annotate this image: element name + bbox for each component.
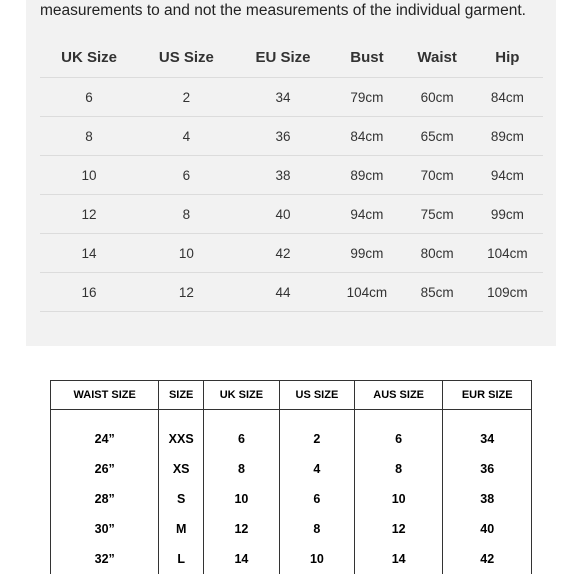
us-size-cell: 2 <box>138 78 235 117</box>
table-row <box>51 424 532 454</box>
waist-cell: 60cm <box>403 78 472 117</box>
header-us-size: US SIZE <box>279 381 354 410</box>
eur-size-cell: 42 <box>443 544 532 574</box>
waist-size-cell: 28” <box>51 484 159 514</box>
us-size-cell: 4 <box>138 117 235 156</box>
size-cell: XXS <box>159 424 204 454</box>
header-uk-size: UK SIZE <box>203 381 279 410</box>
conversion-header-row <box>51 381 532 410</box>
header-hip: Hip <box>472 38 543 78</box>
aus-size-cell: 10 <box>354 484 443 514</box>
bust-cell: 104cm <box>331 273 402 312</box>
table-row <box>40 195 543 234</box>
waist-cell: 85cm <box>403 273 472 312</box>
size-guide-table <box>40 38 543 312</box>
header-waist-size: WAIST SIZE <box>51 381 159 410</box>
eu-size-cell: 44 <box>235 273 332 312</box>
hip-cell: 84cm <box>472 78 543 117</box>
hip-cell: 109cm <box>472 273 543 312</box>
eur-size-cell: 38 <box>443 484 532 514</box>
uk-size-cell: 12 <box>40 195 138 234</box>
us-size-cell: 8 <box>279 514 354 544</box>
aus-size-cell: 8 <box>354 454 443 484</box>
aus-size-cell: 12 <box>354 514 443 544</box>
eur-size-cell: 34 <box>443 424 532 454</box>
header-size: SIZE <box>159 381 204 410</box>
header-eu-size: EU Size <box>235 38 332 78</box>
hip-cell: 99cm <box>472 195 543 234</box>
uk-size-cell: 16 <box>40 273 138 312</box>
uk-size-cell: 10 <box>203 484 279 514</box>
waist-cell: 65cm <box>403 117 472 156</box>
uk-size-cell: 8 <box>40 117 138 156</box>
aus-size-cell: 6 <box>354 424 443 454</box>
waist-size-cell: 30” <box>51 514 159 544</box>
eu-size-cell: 36 <box>235 117 332 156</box>
us-size-cell: 8 <box>138 195 235 234</box>
us-size-cell: 12 <box>138 273 235 312</box>
spacer-row <box>51 410 532 425</box>
header-bust: Bust <box>331 38 402 78</box>
size-cell: S <box>159 484 204 514</box>
header-waist: Waist <box>403 38 472 78</box>
bust-cell: 89cm <box>331 156 402 195</box>
conversion-chart-panel <box>26 358 556 580</box>
bust-cell: 79cm <box>331 78 402 117</box>
size-cell: L <box>159 544 204 574</box>
eu-size-cell: 40 <box>235 195 332 234</box>
eu-size-cell: 42 <box>235 234 332 273</box>
table-row <box>51 454 532 484</box>
hip-cell: 94cm <box>472 156 543 195</box>
table-row <box>51 544 532 574</box>
aus-size-cell: 14 <box>354 544 443 574</box>
us-size-cell: 2 <box>279 424 354 454</box>
eur-size-cell: 40 <box>443 514 532 544</box>
uk-size-cell: 6 <box>203 424 279 454</box>
table-row <box>40 156 543 195</box>
table-row <box>51 484 532 514</box>
size-cell: XS <box>159 454 204 484</box>
size-guide-panel <box>26 0 556 346</box>
header-eur-size: EUR SIZE <box>443 381 532 410</box>
waist-cell: 75cm <box>403 195 472 234</box>
us-size-cell: 10 <box>138 234 235 273</box>
table-row <box>40 117 543 156</box>
table-row <box>40 273 543 312</box>
uk-size-cell: 8 <box>203 454 279 484</box>
eur-size-cell: 36 <box>443 454 532 484</box>
waist-size-cell: 26” <box>51 454 159 484</box>
waist-size-cell: 24” <box>51 424 159 454</box>
table-row <box>51 514 532 544</box>
hip-cell: 89cm <box>472 117 543 156</box>
header-aus-size: AUS SIZE <box>354 381 443 410</box>
size-cell: M <box>159 514 204 544</box>
bust-cell: 84cm <box>331 117 402 156</box>
us-size-cell: 6 <box>138 156 235 195</box>
waist-size-cell: 32” <box>51 544 159 574</box>
eu-size-cell: 34 <box>235 78 332 117</box>
uk-size-cell: 14 <box>40 234 138 273</box>
uk-size-cell: 6 <box>40 78 138 117</box>
eu-size-cell: 38 <box>235 156 332 195</box>
size-guide-header-row <box>40 38 543 78</box>
section-divider <box>0 346 580 358</box>
uk-size-cell: 12 <box>203 514 279 544</box>
hip-cell: 104cm <box>472 234 543 273</box>
table-row <box>40 234 543 273</box>
uk-size-cell: 10 <box>40 156 138 195</box>
waist-cell: 70cm <box>403 156 472 195</box>
waist-cell: 80cm <box>403 234 472 273</box>
table-row <box>40 78 543 117</box>
bust-cell: 99cm <box>331 234 402 273</box>
header-us-size: US Size <box>138 38 235 78</box>
intro-text: measurements to and not the measurements of the individual garment. <box>40 2 526 19</box>
bust-cell: 94cm <box>331 195 402 234</box>
header-uk-size: UK Size <box>40 38 138 78</box>
uk-size-cell: 14 <box>203 544 279 574</box>
us-size-cell: 4 <box>279 454 354 484</box>
conversion-chart-table <box>50 380 532 574</box>
us-size-cell: 10 <box>279 544 354 574</box>
us-size-cell: 6 <box>279 484 354 514</box>
